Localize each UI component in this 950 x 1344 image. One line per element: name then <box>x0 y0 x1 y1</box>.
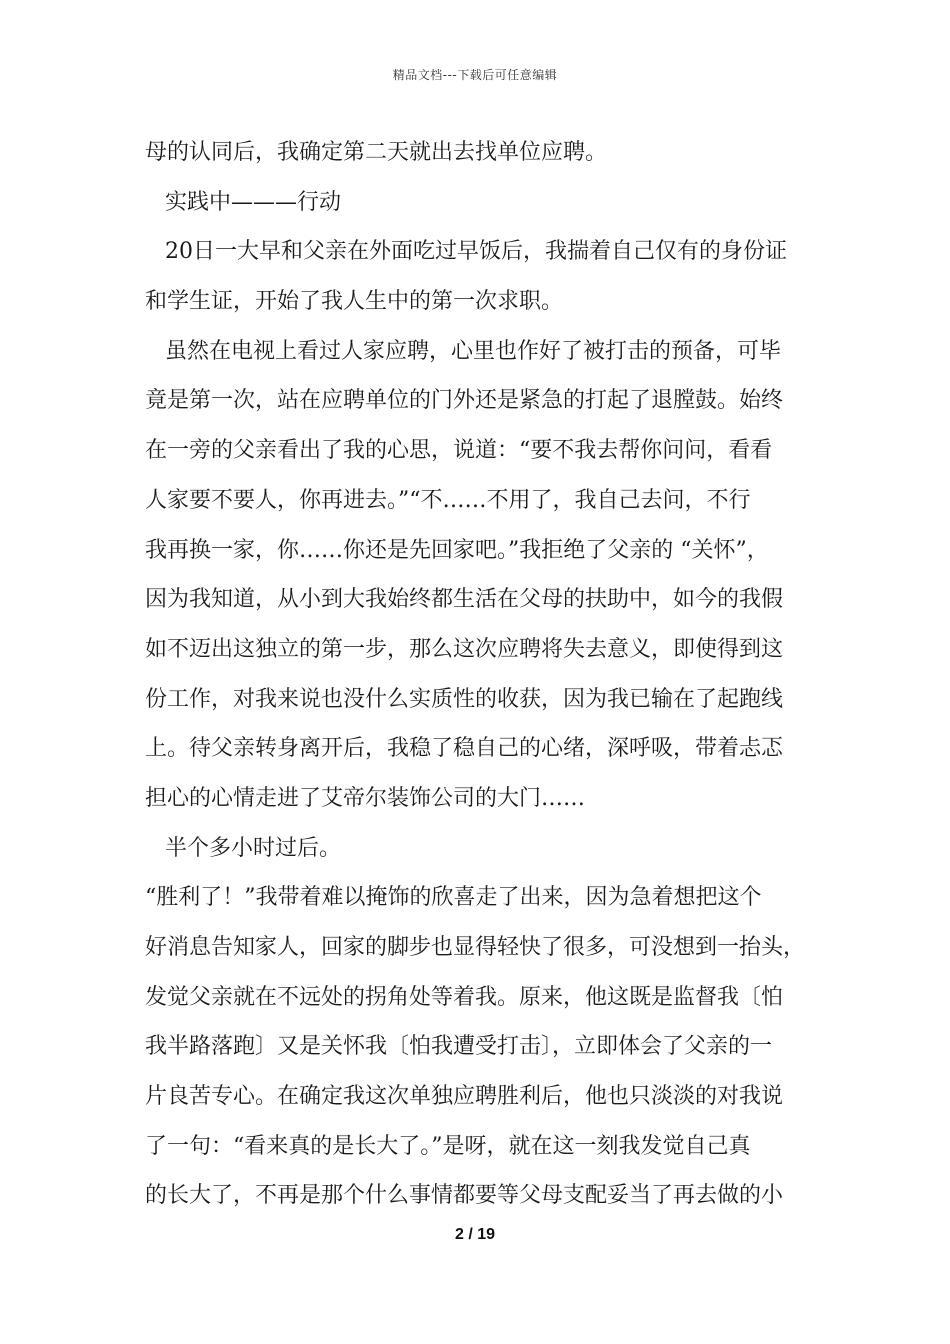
text-line: 如不迈出这独立的第一步，那么这次应聘将失去意义，即使得到这 <box>145 636 784 662</box>
text-line: 人家要不要人，你再进去。”“不……不用了，我自己去问，不行 <box>145 487 751 513</box>
text-line: 20日一大早和父亲在外面吃过早饭后，我揣着自己仅有的身份证 <box>165 239 787 265</box>
page-header: 精品文档---下载后可任意编辑 <box>392 68 558 82</box>
text-line: “胜利了！”我带着难以掩饰的欣喜走了出来，因为急着想把这个 <box>145 885 762 911</box>
text-line: 竟是第一次，站在应聘单位的门外还是紧急的打起了退膛鼓。始终 <box>145 388 784 414</box>
text-line: 担心的心情走进了艾帝尔装饰公司的大门…… <box>145 785 586 811</box>
text-line: 我半路落跑〕又是关怀我〔怕我遭受打击〕，立即体会了父亲的一 <box>145 1034 773 1060</box>
document-body <box>145 128 810 1221</box>
text-line: 虽然在电视上看过人家应聘，心里也作好了被打击的预备，可毕 <box>165 338 782 364</box>
text-line: 半个多小时过后。 <box>165 835 342 861</box>
text-line: 片良苦专心。在确定我这次单独应聘胜利后，他也只淡淡的对我说 <box>145 1084 784 1110</box>
text-line: 发觉父亲就在不远处的拐角处等着我。原来，他这既是监督我〔怕 <box>145 984 784 1010</box>
text-line: 因为我知道，从小到大我始终都生活在父母的扶助中，如今的我假 <box>145 587 784 613</box>
text-line: 母的认同后，我确定第二天就出去找单位应聘。 <box>145 140 608 165</box>
text-line: 上。待父亲转身离开后，我稳了稳自己的心绪，深呼吸，带着忐忑 <box>145 736 784 762</box>
text-line: 和学生证，开始了我人生中的第一次求职。 <box>145 289 564 315</box>
text-line: 份工作，对我来说也没什么实质性的收获，因为我已输在了起跑线 <box>145 686 784 712</box>
text-line: 在一旁的父亲看出了我的心思，说道：“要不我去帮你问问，看看 <box>145 438 773 464</box>
text-line: 的长大了，不再是那个什么事情都要等父母支配妥当了再去做的小 <box>145 1183 784 1209</box>
text-line: 好消息告知家人，回家的脚步也显得轻快了很多，可没想到一抬头， <box>145 935 806 960</box>
page-number: 2 / 19 <box>454 1226 496 1243</box>
text-line: 了一句：“看来真的是长大了。”是呀，就在这一刻我发觉自己真 <box>145 1133 751 1159</box>
text-line: 我再换一家，你……你还是先回家吧。”我拒绝了父亲的 “关怀”， <box>145 537 769 563</box>
text-line: 实践中———行动 <box>165 189 342 215</box>
